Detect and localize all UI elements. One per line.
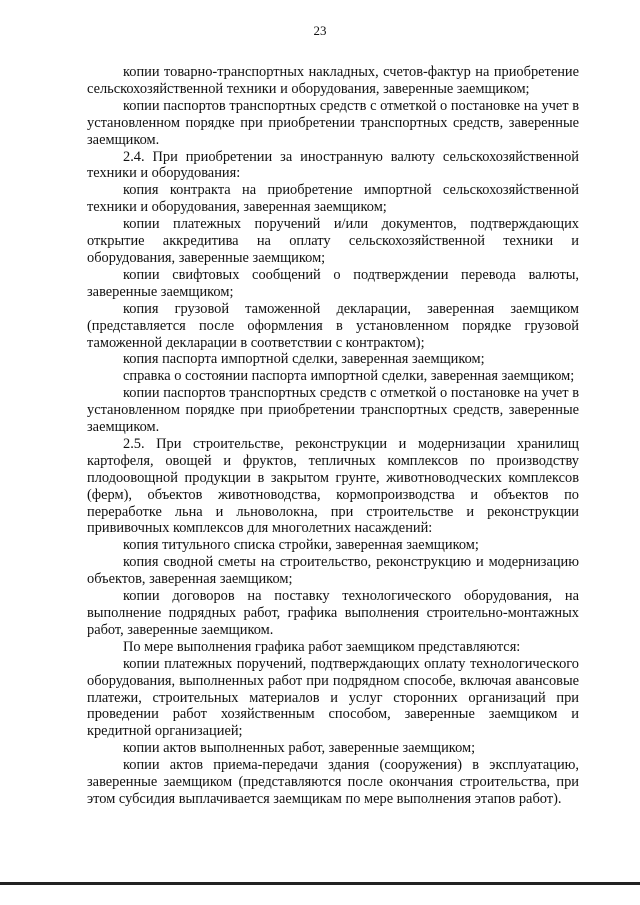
paragraph: копии договоров на поставку технологического оборудования, на выполнение подрядных работ, графика выполнения строительно-монтажных работ, заверенные заемщиком.: [87, 588, 579, 638]
document-body: [87, 64, 579, 808]
section-heading-2-5: 2.5. При строительстве, реконструкции и модернизации хранилищ картофеля, овощей и фруктов, тепличных комплексов по производству плодоовощной продукции в закрытом грунте, животноводческих комплексов (ферм), объектов животноводства, кормопроизводства и объектов по переработке льна и льноволокна, при строительстве и реконструкции прививочных комплексов для многолетних насаждений:: [87, 435, 579, 537]
paragraph: копия грузовой таможенной декларации, заверенная заемщиком (представляется после оформления в установленном порядке грузовой таможенной декларации в соответствии с контрактом);: [87, 300, 579, 351]
paragraph: копии свифтовых сообщений о подтверждении перевода валюты, заверенные заемщиком;: [87, 266, 579, 300]
paragraph: справка о состоянии паспорта импортной сделки, заверенная заемщиком;: [123, 368, 575, 385]
paragraph: копии паспортов транспортных средств с отметкой о постановке на учет в установленном порядке при приобретении транспортных средств, заверенные заемщиком.: [87, 385, 579, 436]
paragraph: копии актов приема-передачи здания (сооружения) в эксплуатацию, заверенные заемщиком (представляются после окончания строительства, при этом субсидия выплачивается заемщикам по мере выполнения этапов работ).: [87, 757, 579, 807]
paragraph: копии платежных поручений, подтверждающих оплату технологического оборудования, выполненных работ при подрядном способе, включая авансовые платежи, строительных материалов и услуг сторонних организаций при проведении работ хозяйственным способом, заверенные заемщиком и кредитной организацией;: [87, 655, 579, 740]
paragraph: копия контракта на приобретение импортной сельскохозяйственной техники и оборудования, заверенная заемщиком;: [87, 182, 579, 216]
paragraph: копии паспортов транспортных средств с отметкой о постановке на учет в установленном порядке при приобретении транспортных средств, заверенные заемщиком.: [87, 97, 579, 148]
paragraph: копии товарно-транспортных накладных, счетов-фактур на приобретение сельскохозяйственной техники и оборудования, заверенные заемщиком;: [87, 64, 579, 97]
section-heading-2-4: 2.4. При приобретении за иностранную валюту сельскохозяйственной техники и оборудования:: [87, 148, 579, 182]
paragraph: копии платежных поручений и/или документов, подтверждающих открытие аккредитива на оплату сельскохозяйственной техники и оборудования, заверенные заемщиком;: [87, 216, 579, 266]
paragraph: копия титульного списка стройки, заверенная заемщиком;: [123, 537, 479, 554]
paragraph: копия паспорта импортной сделки, заверенная заемщиком;: [123, 351, 485, 368]
paragraph: копия сводной сметы на строительство, реконструкцию и модернизацию объектов, заверенная заемщиком;: [87, 554, 579, 588]
page-number: 23: [313, 23, 327, 38]
paragraph: копии актов выполненных работ, заверенные заемщиком;: [123, 740, 476, 757]
page-bottom-edge: [0, 882, 640, 885]
paragraph: По мере выполнения графика работ заемщиком представляются:: [123, 638, 521, 655]
